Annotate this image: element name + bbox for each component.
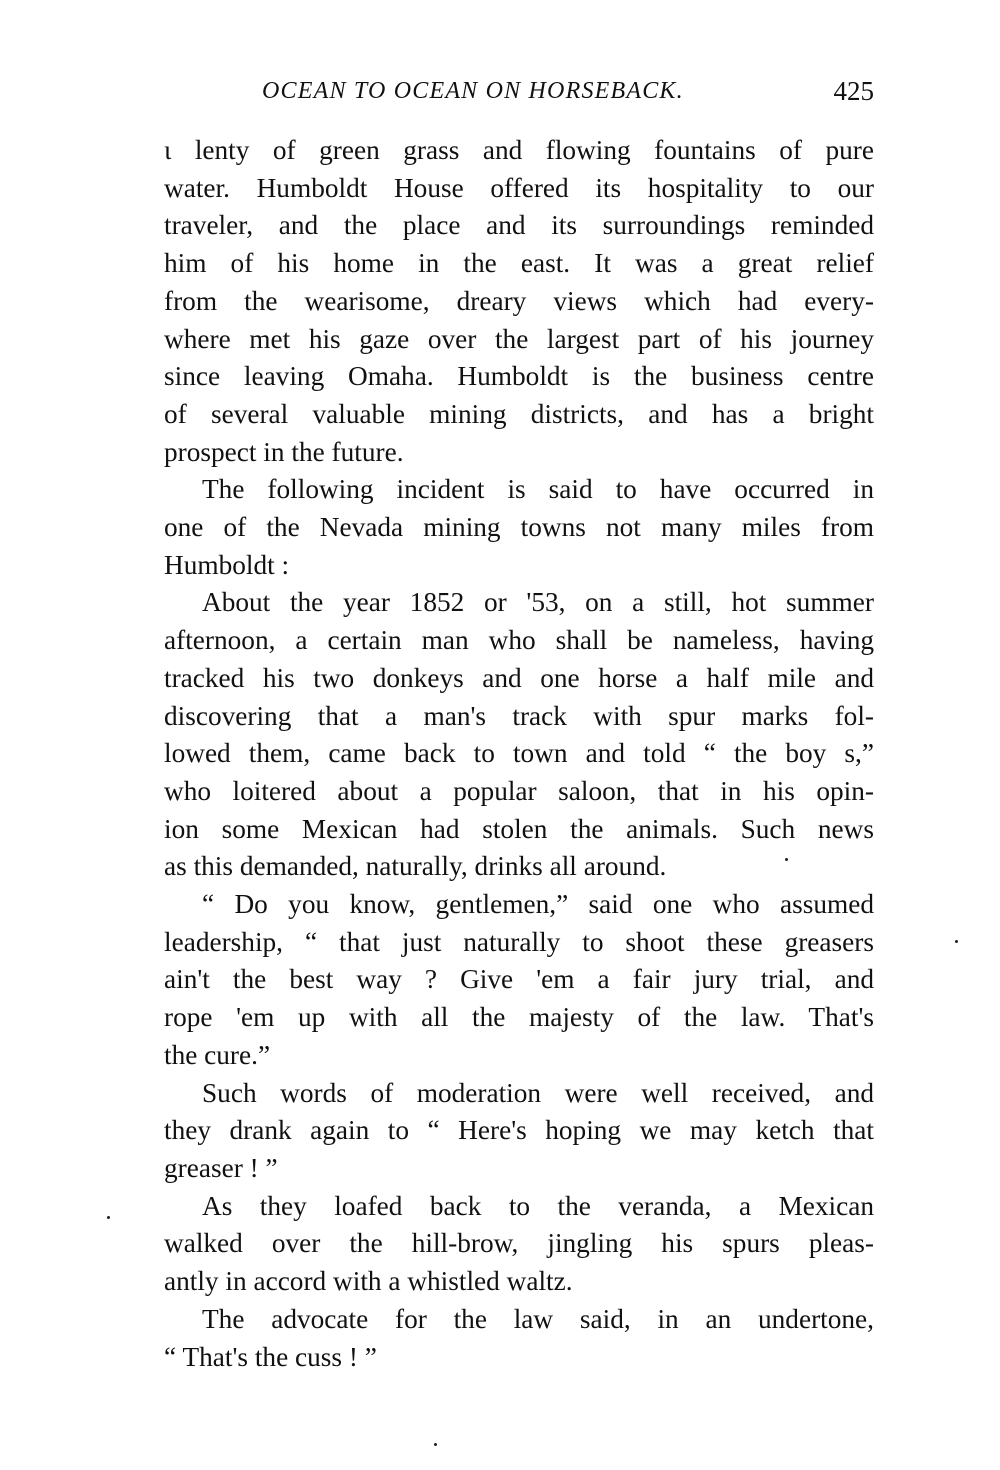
text-line: him of his home in the east. It was a great relief	[164, 248, 874, 279]
text-line: antly in accord with a whistled waltz.	[164, 1266, 573, 1297]
text-line: Such words of moderation were well received, and	[202, 1077, 874, 1108]
text-line: rope 'em up with all the majesty of the law. That's	[164, 1002, 874, 1033]
text-line: ion some Mexican had stolen the animals. Such news	[164, 813, 874, 844]
text-line: water. Humboldt House offered its hospitality to our	[164, 172, 874, 203]
text-line: since leaving Omaha. Humboldt is the business centre	[164, 361, 874, 392]
running-title: OCEAN TO OCEAN ON HORSEBACK.	[262, 78, 684, 104]
text-line: afternoon, a certain man who shall be nameless, having	[164, 625, 874, 656]
text-line: “ Do you know, gentlemen,” said one who assumed	[202, 889, 874, 920]
paragraph-stolen-animals	[164, 584, 874, 886]
paragraph-jury-trial	[164, 886, 874, 1075]
text-line: of several valuable mining districts, and has a bright	[164, 398, 874, 429]
text-line: “ That's the cuss ! ”	[164, 1341, 377, 1372]
text-line: About the year 1852 or '53, on a still, hot summer	[202, 587, 874, 618]
text-line: The following incident is said to have occurred in	[202, 474, 874, 505]
scan-speck	[785, 858, 788, 861]
text-line: as this demanded, naturally, drinks all around.	[164, 851, 667, 882]
paragraph-thats-the-cuss	[164, 1301, 874, 1376]
scan-speck	[434, 1443, 437, 1446]
text-line: The advocate for the law said, in an undertone,	[202, 1303, 874, 1334]
text-line: one of the Nevada mining towns not many miles from	[164, 512, 874, 543]
paragraph-mexican-arrives	[164, 1188, 874, 1301]
body-text	[164, 132, 874, 1376]
page-number: 425	[833, 76, 874, 106]
text-line: Humboldt :	[164, 549, 290, 580]
text-line: prospect in the future.	[164, 436, 404, 467]
text-line: from the wearisome, dreary views which had every-	[164, 285, 874, 316]
scan-speck	[955, 940, 958, 943]
text-line: the cure.”	[164, 1039, 271, 1070]
text-line: who loitered about a popular saloon, that in his opin-	[164, 775, 874, 806]
text-line: traveler, and the place and its surroundings reminded	[164, 210, 874, 241]
text-line: ɩ lenty of green grass and flowing fountains of pure	[164, 135, 874, 165]
text-line: discovering that a man's track with spur marks fol-	[164, 700, 874, 731]
paragraph-moderation	[164, 1075, 874, 1188]
text-line: leadership, “ that just naturally to shoot these greasers	[164, 926, 874, 957]
scan-speck	[107, 1216, 110, 1219]
text-line: As they loafed back to the veranda, a Mexican	[202, 1190, 874, 1221]
running-header	[164, 76, 874, 110]
text-line: walked over the hill-brow, jingling his spurs pleas-	[164, 1228, 874, 1259]
paragraph-humboldt-house	[164, 132, 874, 471]
text-line: greaser ! ”	[164, 1152, 278, 1183]
text-line: they drank again to “ Here's hoping we may ketch that	[164, 1115, 874, 1146]
text-line: tracked his two donkeys and one horse a half mile and	[164, 662, 874, 693]
text-line: where met his gaze over the largest part of his journey	[164, 323, 874, 354]
paragraph-incident-intro	[164, 471, 874, 584]
text-line: ain't the best way ? Give 'em a fair jury trial, and	[164, 964, 874, 995]
text-line: lowed them, came back to town and told “ the boy s,”	[164, 738, 874, 769]
